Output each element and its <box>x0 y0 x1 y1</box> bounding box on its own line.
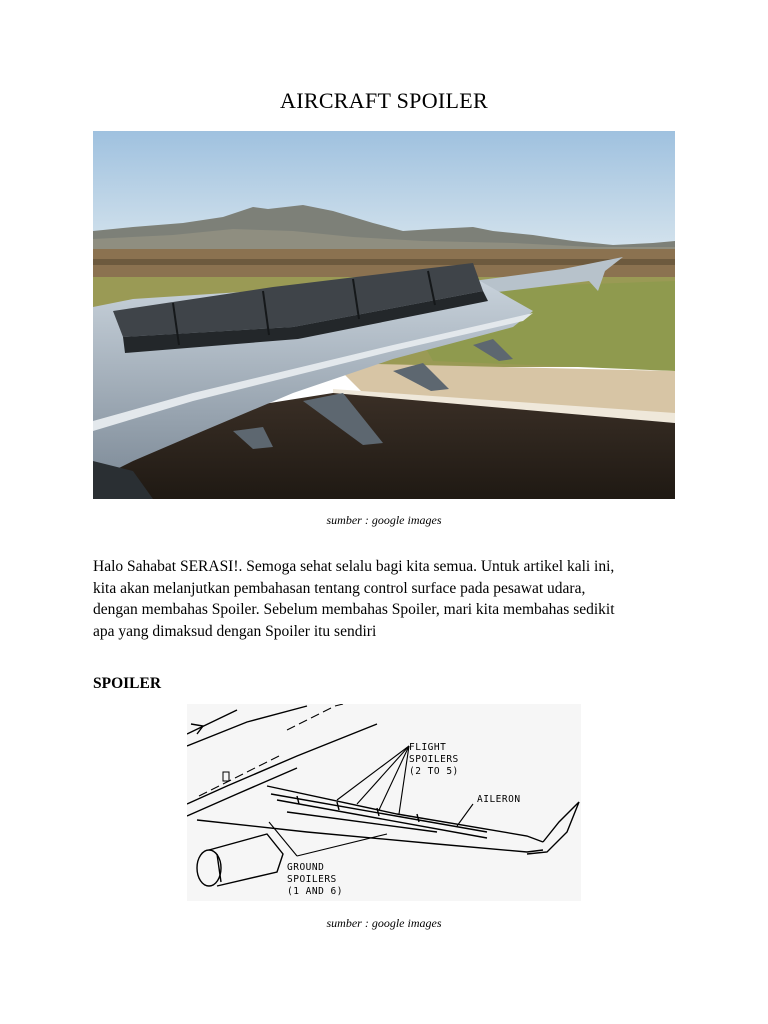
paragraph-line: kita akan melanjutkan pembahasan tentang control surface pada pesawat udara, <box>93 579 586 597</box>
intro-paragraph <box>93 556 683 642</box>
flight-spoilers-label-line3: (2 TO 5) <box>409 766 459 777</box>
flight-spoilers-label-line2: SPOILERS <box>409 754 459 765</box>
ground-spoilers-label-line2: SPOILERS <box>287 874 337 885</box>
paragraph-line: apa yang dimaksud dengan Spoiler itu sendiri <box>93 622 377 640</box>
ground-spoilers-label-line3: (1 AND 6) <box>287 886 343 897</box>
spoiler-diagram <box>187 704 581 901</box>
paragraph-line: Halo Sahabat SERASI!. Semoga sehat selalu bagi kita semua. Untuk artikel kali ini, <box>93 558 615 575</box>
spoiler-photo <box>93 131 675 499</box>
ground-spoilers-label-line1: GROUND <box>287 862 325 873</box>
section-heading: SPOILER <box>93 675 162 692</box>
photo-caption: sumber : google images <box>326 513 442 527</box>
page-title: AIRCRAFT SPOILER <box>280 88 488 113</box>
flight-spoilers-label-line1: FLIGHT <box>409 742 447 753</box>
aileron-label: AILERON <box>477 794 521 805</box>
paragraph-line: dengan membahas Spoiler. Sebelum membahas Spoiler, mari kita membahas sedikit <box>93 601 615 618</box>
diagram-caption: sumber : google images <box>326 916 442 930</box>
